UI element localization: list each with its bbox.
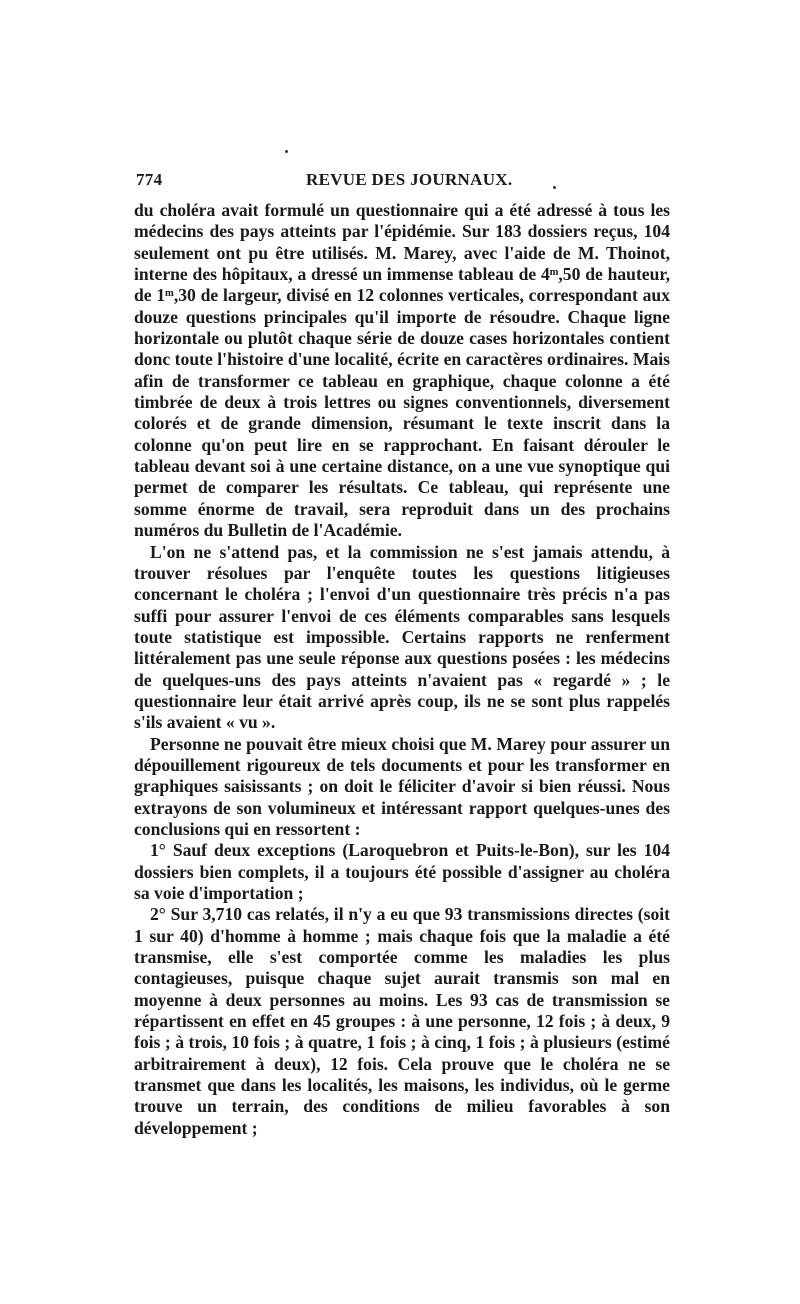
paragraph: L'on ne s'attend pas, et la commission ne s'est jamais attendu, à trouver résolues par l'enquête toutes les questions litigieuses concernant le choléra ; l'envoi d'un questionnaire très précis n'a pas suffi pour assurer l'envoi de ces éléments comparables sans lesquels toute statistique est impossible. Certains rapports ne renferment littéralement pas une seule réponse aux questions posées : les médecins de quelques-uns des pays atteints n'avaient pas « regardé » ; le questionnaire leur était arrivé après coup, ils ne se sont plus rappelés s'ils avaient « vu ». bbox=[134, 541, 670, 733]
ink-speck bbox=[285, 150, 288, 153]
paragraph: 2° Sur 3,710 cas relatés, il n'y a eu que 93 transmissions directes (soit 1 sur 40) d'homme à homme ; mais chaque fois que la maladie a été transmise, elle s'est comportée comme les maladies les plus contagieuses, puisque chaque sujet aurait transmis son mal en moyenne à deux personnes au moins. Les 93 cas de transmission se répartissent en effet en 45 groupes : à une personne, 12 fois ; à deux, 9 fois ; à trois, 10 fois ; à quatre, 1 fois ; à cinq, 1 fois ; à plusieurs (estimé arbitrairement à deux), 12 fois. Cela prouve que le choléra ne se transmet que dans les localités, les maisons, les individus, où le germe trouve un terrain, des conditions de milieu favorables à son développement ; bbox=[134, 904, 670, 1138]
document-page bbox=[134, 170, 670, 1139]
body-text bbox=[134, 200, 670, 1139]
paragraph: 1° Sauf deux exceptions (Laroquebron et Puits-le-Bon), sur les 104 dossiers bien complets, il a toujours été possible d'assigner au choléra sa voie d'importation ; bbox=[134, 840, 670, 903]
page-number: 774 bbox=[136, 170, 163, 189]
paragraph: du choléra avait formulé un questionnaire qui a été adressé à tous les médecins des pays atteints par l'épidémie. Sur 183 dossiers reçus, 104 seulement ont pu être utilisés. M. Marey, avec l'aide de M. Thoinot, interne des hôpitaux, a dressé un immense tableau de 4ᵐ,50 de hauteur, de 1ᵐ,30 de largeur, divisé en 12 colonnes verticales, correspondant aux douze questions principales qu'il importe de résoudre. Chaque ligne horizontale ou plutôt chaque série de douze cases horizontales contient donc toute l'histoire d'une localité, écrite en caractères ordinaires. Mais afin de transformer ce tableau en graphique, chaque colonne a été timbrée de deux à trois lettres ou signes conventionnels, diversement colorés et de grande dimension, résumant le texte inscrit dans la colonne qu'on peut lire en se rapprochant. En faisant dérouler le tableau devant soi à une certaine distance, on a une vue synoptique qui permet de comparer les résultats. Ce tableau, qui représente une somme énorme de travail, sera reproduit dans un des prochains numéros du Bulletin de l'Académie. bbox=[134, 200, 670, 541]
paragraph: Personne ne pouvait être mieux choisi que M. Marey pour assurer un dépouillement rigoureux de tels documents et pour les transformer en graphiques saisissants ; on doit le féliciter d'avoir si bien réussi. Nous extrayons de son volumineux et intéressant rapport quelques-unes des conclusions qui en ressortent : bbox=[134, 733, 670, 839]
running-title: REVUE DES JOURNAUX. bbox=[306, 170, 513, 189]
page-header bbox=[134, 170, 670, 200]
